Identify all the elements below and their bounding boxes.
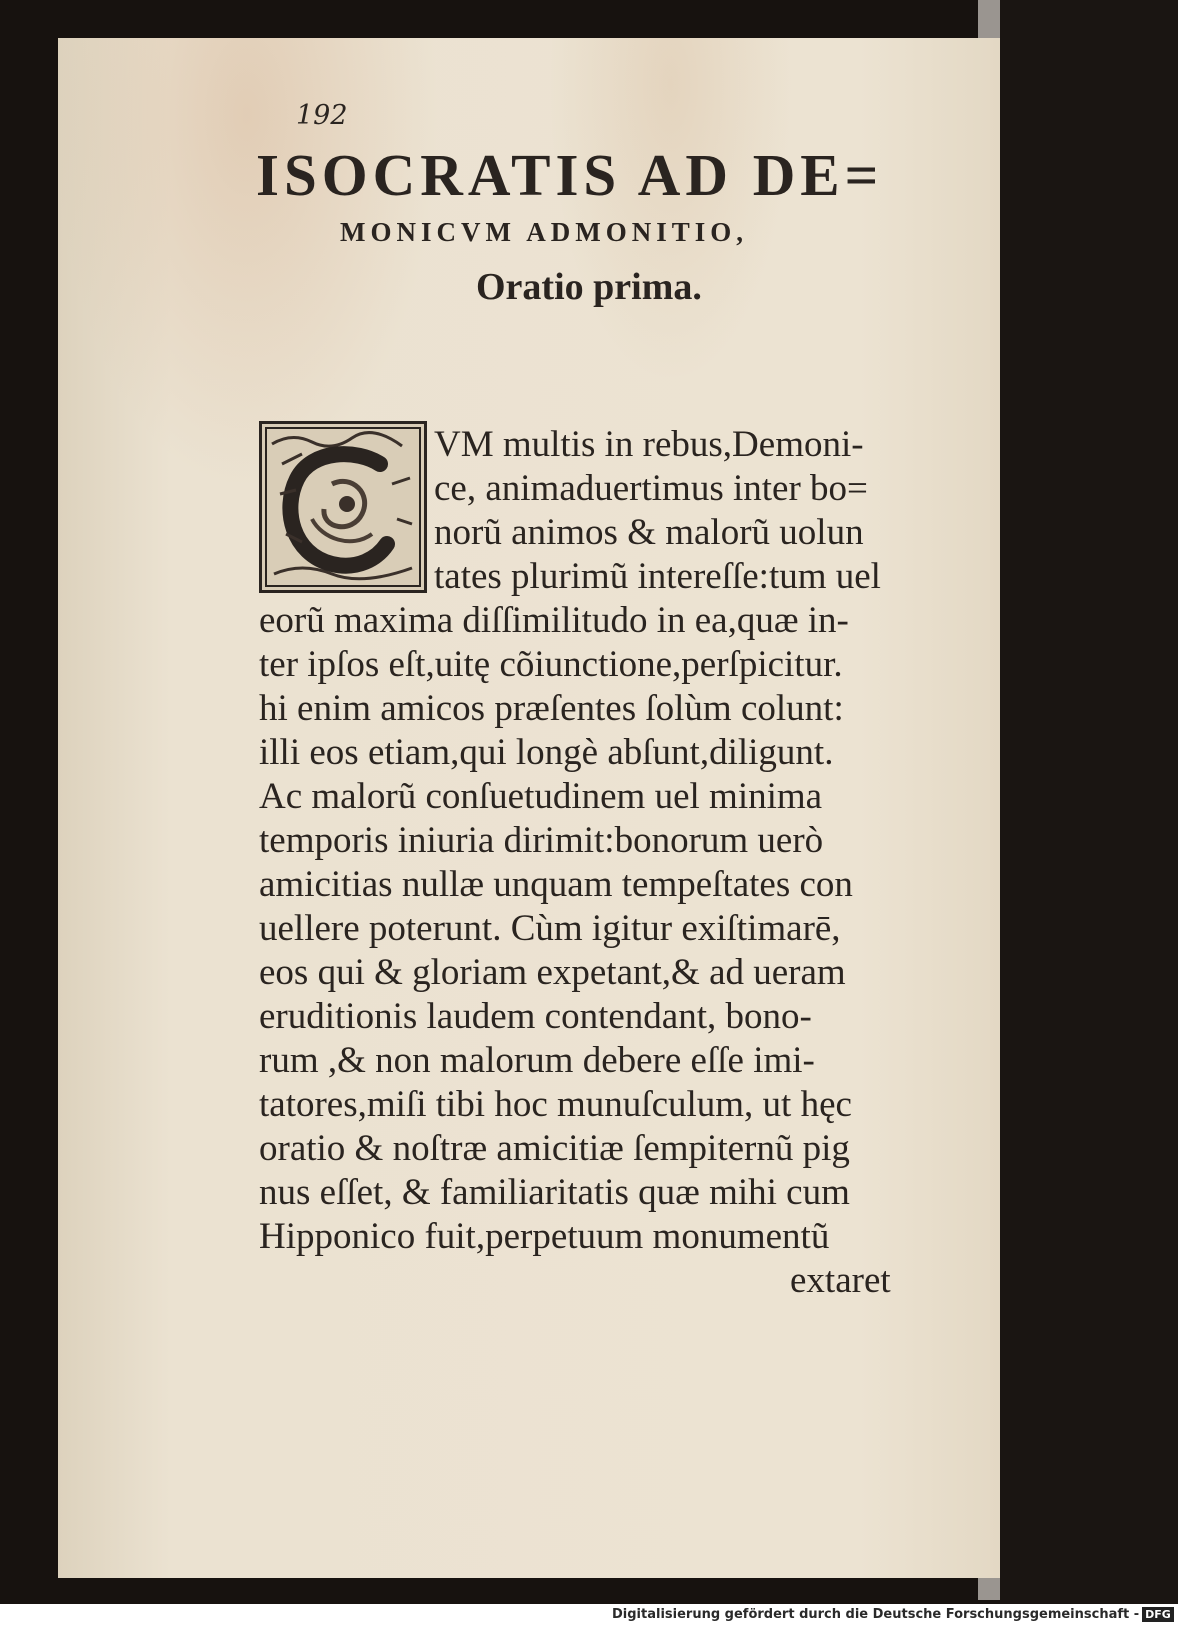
text-line-17: oratio & noſtræ amicitiæ ſempiternũ pig [259, 1128, 850, 1169]
footer-text: Digitalisierung gefördert durch die Deutsche Forschungsgemeinschaft - [612, 1607, 1140, 1622]
text-line-10: temporis iniuria dirimit:bonorum uerò [259, 820, 824, 861]
text-line-5: eorũ maxima diſſimilitudo in ea,quæ in- [259, 600, 849, 641]
text-line-16: tatores,miſi tibi hoc munuſculum, ut hęc [259, 1084, 852, 1125]
text-line-19: Hipponico fuit,perpetuum monumentũ [259, 1216, 830, 1257]
decorated-initial-c [259, 421, 427, 593]
text-line-18: nus eſſet, & familiaritatis quæ mihi cum [259, 1172, 850, 1213]
title-line-3: Oratio prima. [476, 266, 702, 308]
woodcut-ornament-icon [262, 424, 424, 590]
title-line-1: ISOCRATIS AD DE= [256, 142, 884, 208]
text-line-3: norũ animos & malorũ uolun [434, 512, 864, 553]
text-line-9: Ac malorũ conſuetudinem uel minima [259, 776, 823, 817]
text-line-4: tates plurimũ intereſſe:tum uel [434, 556, 881, 597]
text-line-15: rum ,& non malorum debere eſſe imi- [259, 1040, 815, 1081]
text-line-8: illi eos etiam,qui longè abſunt,diligunt. [259, 732, 834, 773]
funding-footer [608, 1604, 1178, 1626]
dfg-logo-icon: DFG [1142, 1607, 1174, 1622]
text-line-6: ter ipſos eſt,uitę cõiunctione,perſpicitur. [259, 644, 843, 685]
text-line-1: VM multis in rebus,Demoni- [434, 424, 864, 465]
text-line-13: eos qui & gloriam expetant,& ad ueram [259, 952, 846, 993]
text-line-11: amicitias nullæ unquam tempeſtates con [259, 864, 853, 905]
text-line-7: hi enim amicos præſentes ſolùm colunt: [259, 688, 844, 729]
catchword: extaret [790, 1260, 891, 1301]
text-line-2: ce, animaduertimus inter bo= [434, 468, 868, 509]
text-line-14: eruditionis laudem contendant, bono- [259, 996, 812, 1037]
page-number: 192 [296, 100, 348, 131]
title-line-2: MONICVM ADMONITIO, [340, 217, 748, 247]
text-line-12: uellere poterunt. Cùm igitur exiſtimarē, [259, 908, 841, 949]
